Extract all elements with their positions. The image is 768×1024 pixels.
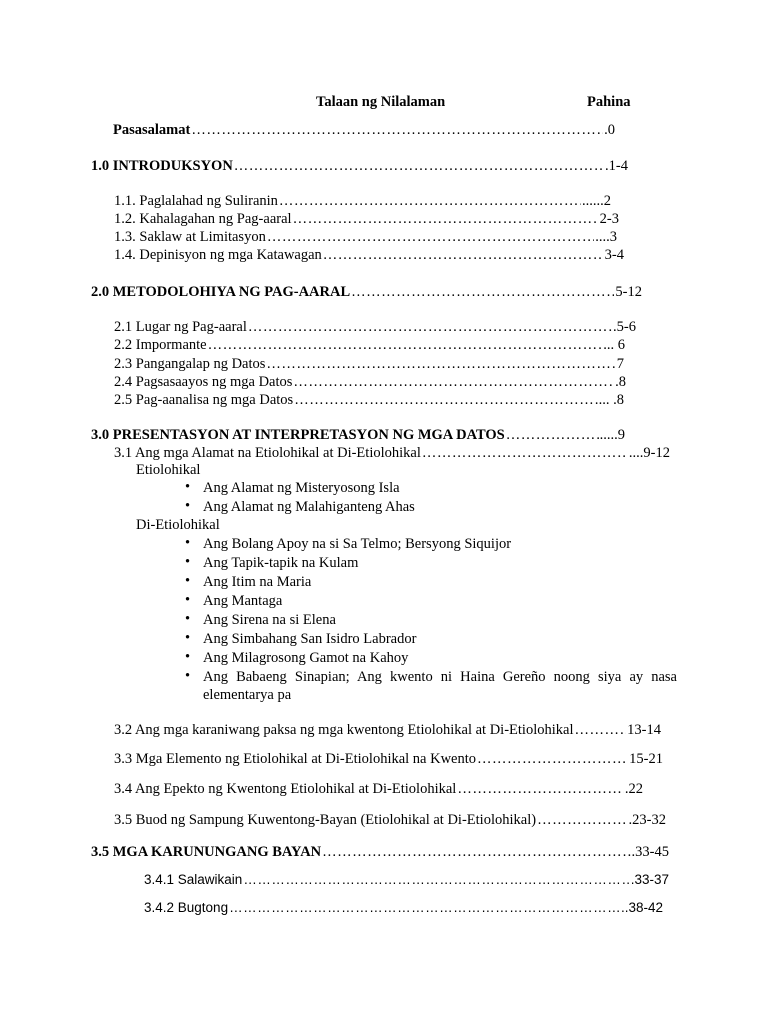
toc-entry-label: 3.4.1 Salawikain: [144, 872, 243, 887]
leader-dots: [506, 426, 599, 444]
leader-dots: [322, 843, 630, 861]
list-item: Ang Alamat ng Misteryosong Isla: [203, 480, 400, 496]
toc-entry-page: 5-12: [615, 284, 642, 300]
toc-entry-2-3: [114, 355, 624, 373]
list-item: Ang Bolang Apoy na si Sa Telmo; Bersyong Siquijor: [203, 536, 512, 552]
list-item: Ang Simbahang San Isidro Labrador: [203, 631, 417, 647]
bullet-icon: •: [185, 573, 191, 589]
toc-entry-page: 7: [616, 356, 624, 372]
toc-entry-label: 2.0 METODOLOHIYA NG PAG-AARAL: [91, 284, 351, 300]
toc-entry-label: 2.3 Pangangalap ng Datos: [114, 356, 266, 372]
leader-dots: [351, 283, 614, 301]
bullet-icon: •: [185, 611, 191, 627]
toc-entry-page: 2-3: [599, 211, 619, 227]
toc-entry-page: ... .8: [598, 392, 624, 408]
toc-entry-label: 3.5 Buod ng Sampung Kuwentong-Bayan (Etiolohikal at Di-Etiolohikal): [114, 812, 537, 828]
bullet-icon: •: [185, 554, 191, 570]
leader-dots: [323, 246, 604, 264]
leader-dots: [279, 192, 581, 210]
leader-dots: [477, 750, 628, 768]
toc-entry-2-1: [114, 318, 636, 336]
toc-entry-page: ....3: [595, 229, 617, 245]
bullet-icon: •: [185, 498, 191, 514]
toc-entry-label: 3.1 Ang mga Alamat na Etiolohikal at Di-Etiolohikal: [114, 445, 421, 461]
toc-entry-page: 15-21: [629, 751, 663, 767]
subheading-etiolohikal: Etiolohikal: [136, 462, 201, 478]
toc-entry-page: ..38-42: [620, 900, 663, 915]
toc-entry-1-1: [114, 192, 611, 210]
list-item: Ang Babaeng Sinapian; Ang kwento ni Haina Gereño noong siya ay nasa elementarya pa: [203, 669, 677, 703]
toc-entry-3-4: [114, 780, 643, 798]
leader-dots: [457, 780, 624, 798]
toc-entry-3-4-2: [144, 899, 663, 917]
leader-dots: [293, 373, 614, 391]
leader-dots: [191, 121, 603, 139]
list-item: Ang Tapik-tapik na Kulam: [203, 555, 359, 571]
toc-entry-label: 2.2 Impormante: [114, 337, 207, 353]
toc-entry-page: 3-4: [604, 247, 624, 263]
toc-entry-page: .22: [624, 781, 643, 797]
toc-entry-label: 2.4 Pagsasaayos ng mga Datos: [114, 374, 293, 390]
leader-dots: [574, 721, 626, 739]
toc-entry-2-5: [114, 391, 624, 409]
leader-dots: [266, 355, 615, 373]
toc-entry-section-3: [91, 426, 625, 444]
toc-entry-page: .5-6: [613, 319, 636, 335]
toc-entry-label: Pasasalamat: [113, 122, 191, 138]
toc-entry-page: ....9-12: [628, 445, 670, 461]
toc-entry-label: 3.0 PRESENTASYON AT INTERPRETASYON NG MGA DATOS: [91, 427, 505, 443]
toc-entry-label: 3.3 Mga Elemento ng Etiolohikal at Di-Etiolohikal na Kwento: [114, 751, 477, 767]
leader-dots: [422, 444, 628, 462]
leader-dots: [229, 899, 620, 917]
toc-entry-label: 1.4. Depinisyon ng mga Katawagan: [114, 247, 322, 263]
toc-entry-page: ... 6: [603, 337, 625, 353]
toc-entry-section-2: [91, 283, 642, 301]
leader-dots: [293, 210, 599, 228]
bullet-icon: •: [185, 668, 191, 684]
toc-entry-label: 3.4 Ang Epekto ng Kwentong Etiolohikal at Di-Etiolohikal: [114, 781, 457, 797]
toc-entry-page: .0: [604, 122, 615, 138]
list-item: Ang Sirena na si Elena: [203, 612, 336, 628]
toc-entry-label: 2.1 Lugar ng Pag-aaral: [114, 319, 247, 335]
toc-entry-label: 2.5 Pag-aanalisa ng mga Datos: [114, 392, 294, 408]
toc-entry-page: .....9: [599, 427, 625, 443]
toc-entry-label: 3.5 MGA KARUNUNGANG BAYAN: [91, 844, 322, 860]
leader-dots: [537, 811, 627, 829]
bullet-icon: •: [185, 479, 191, 495]
toc-entry-page: .33-45: [631, 844, 669, 860]
list-item: Ang Mantaga: [203, 593, 283, 609]
toc-entry-1-2: [114, 210, 619, 228]
toc-entry-page: .33-37: [630, 872, 669, 887]
toc-entry-section-3-5-karunungan: [91, 843, 669, 861]
toc-entry-label: 1.2. Kahalagahan ng Pag-aaral: [114, 211, 292, 227]
toc-entry-3-2: [114, 721, 661, 739]
leader-dots: [208, 336, 603, 354]
leader-dots: [248, 318, 612, 336]
toc-entry-page: 13-14: [627, 722, 661, 738]
toc-entry-3-3: [114, 750, 663, 768]
leader-dots: [294, 391, 597, 409]
bullet-icon: •: [185, 592, 191, 608]
toc-entry-1-3: [114, 228, 617, 246]
list-item: Ang Milagrosong Gamot na Kahoy: [203, 650, 409, 666]
bullet-icon: •: [185, 649, 191, 665]
list-item: Ang Alamat ng Malahiganteng Ahas: [203, 499, 415, 515]
toc-entry-label: 1.3. Saklaw at Limitasyon: [114, 229, 266, 245]
toc-entry-page: .23-32: [628, 812, 666, 828]
leader-dots: [267, 228, 594, 246]
toc-entry-label: 1.1. Paglalahad ng Suliranin: [114, 193, 278, 209]
toc-entry-page: .1-4: [605, 158, 628, 174]
list-item: Ang Itim na Maria: [203, 574, 312, 590]
toc-entry-3-5: [114, 811, 666, 829]
toc-entry-1-4: [114, 246, 624, 264]
toc-entry-3-1: [114, 444, 670, 462]
toc-entry-label: 1.0 INTRODUKSYON: [91, 158, 233, 174]
leader-dots: [234, 157, 604, 175]
toc-entry-page: .8: [615, 374, 626, 390]
toc-entry-2-2: [114, 336, 625, 354]
toc-entry-acknowledgment: [113, 121, 615, 139]
toc-entry-label: 3.2 Ang mga karaniwang paksa ng mga kwentong Etiolohikal at Di-Etiolohikal: [114, 722, 574, 738]
toc-entry-page: ......2: [582, 193, 611, 209]
subheading-di-etiolohikal: Di-Etiolohikal: [136, 517, 220, 533]
toc-entry-label: 3.4.2 Bugtong: [144, 900, 229, 915]
toc-title: Talaan ng Nilalaman: [316, 94, 446, 110]
bullet-icon: •: [185, 630, 191, 646]
bullet-icon: •: [185, 535, 191, 551]
toc-entry-3-4-1: [144, 871, 669, 889]
toc-entry-section-1: [91, 157, 628, 175]
leader-dots: [243, 871, 629, 889]
page-column-label: Pahina: [587, 94, 631, 110]
toc-entry-2-4: [114, 373, 626, 391]
